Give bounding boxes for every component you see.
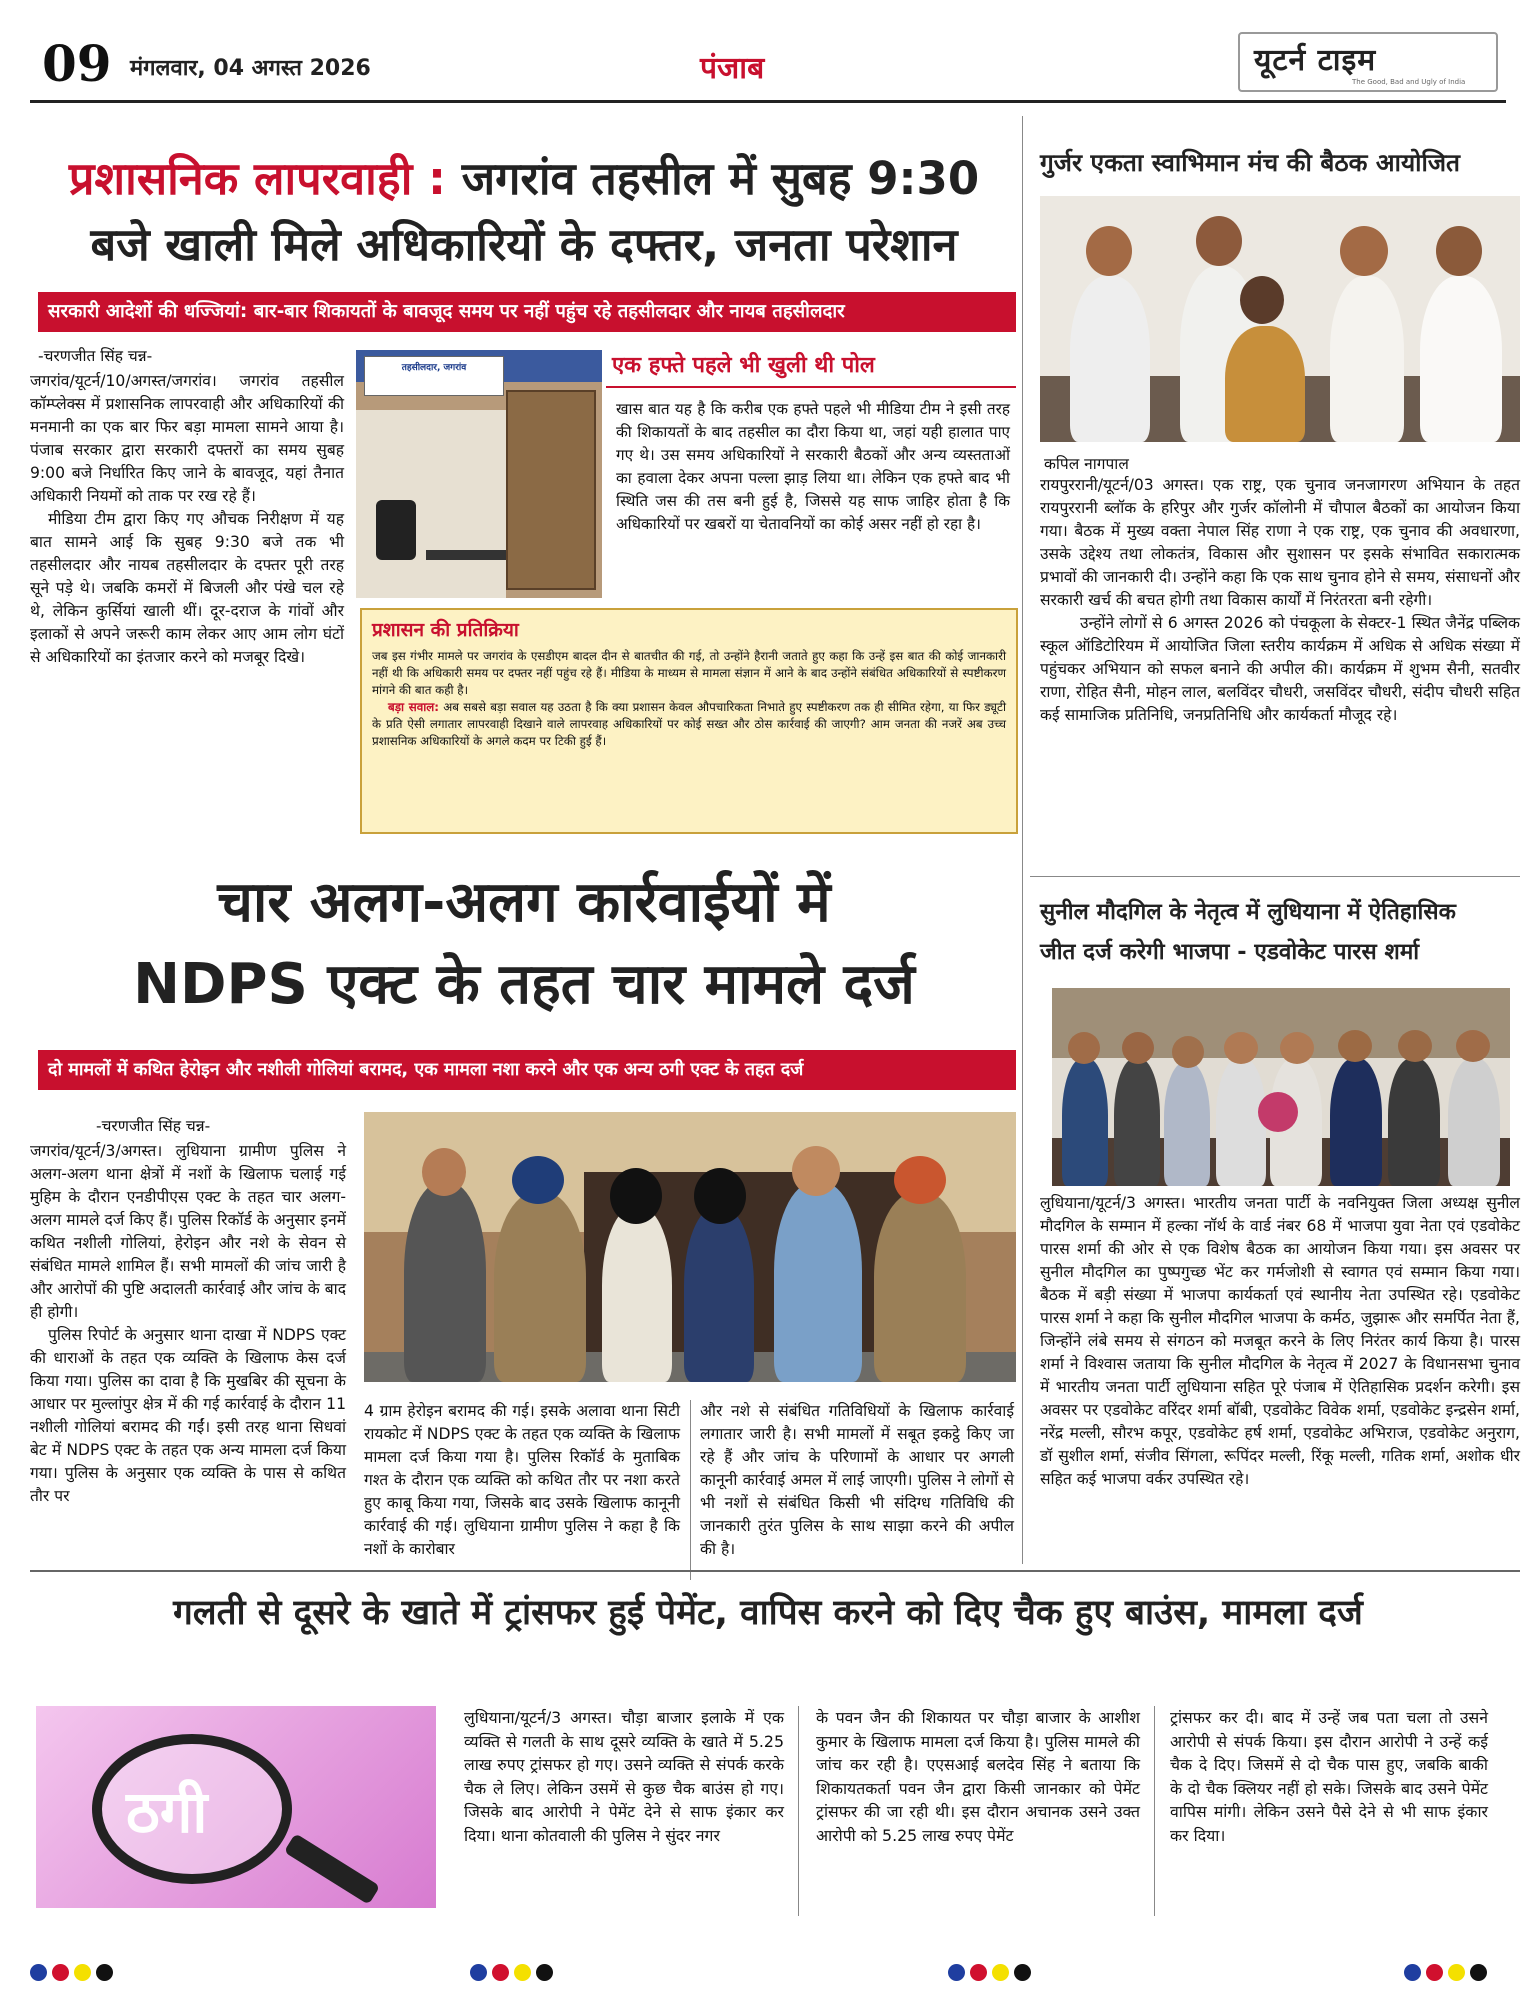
masthead-logo [1238,32,1498,92]
sidebar2-headline-line1: सुनील मौदगिल के नेतृत्व में लुधियाना में ऐतिहासिक [1040,899,1456,925]
registration-marks [30,1964,113,1981]
logo-tagline: The Good, Bad and Ugly of India [1352,78,1466,86]
story2-col3 [700,1400,1014,1561]
magenta-dot [1426,1964,1443,1981]
page-number: 09 [42,34,112,93]
story3-headline: गलती से दूसरे के खाते में ट्रांसफर हुई पेमेंट, वापिस करने को दिए चैक हुए बाउंस, मामला दर्ज [173,1593,1363,1633]
story1-headline-part2: बजे खाली मिले अधिकारियों के दफ्तर, जनता परेशान [90,218,958,271]
box1-title: एक हफ्ते पहले भी खुली थी पोल [612,353,875,378]
box2-question-label: बड़ा सवाल: [388,700,440,714]
box2-question [372,699,1006,750]
cyan-dot [948,1964,965,1981]
black-dot [1470,1964,1487,1981]
yellow-dot [514,1964,531,1981]
registration-marks [1404,1964,1487,1981]
sidebar1-byline: कपिल नागपाल [1044,455,1129,473]
col-rule [1154,1706,1155,1916]
paragraph: के पवन जैन की शिकायत पर चौड़ा बाजार के आशीश कुमार के खिलाफ मामला दर्ज किया है। पुलिस मामले की जांच कर रही है। एएसआई बलदेव सिंह ने बताया कि शिकायतकर्ता पवन जैन द्वारा किसी जानकार को पेमेंट ट्रांसफर की जा रही थी। इस दौरान अचानक उसने उक्त आरोपी को 5.25 लाख रुपए पेमेंट [816,1708,1140,1845]
story2-byline: -चरणजीत सिंह चन्न- [96,1117,211,1135]
story3-col2 [816,1706,1140,1847]
black-dot [536,1964,553,1981]
box2-body: जब इस गंभीर मामले पर जगरांव के एसडीएम बादल दीन से बातचीत की गई, तो उन्होंने हैरानी जताते हुए कहा कि उन्हें इस बात की कोई जानकारी नहीं थी कि अधिकारी समय पर दफ्तर नहीं पहुंच रहे हैं। मीडिया के माध्यम से मामला संज्ञान में आने के बाद उन्होंने संबंधित अधिकारियों से स्पष्टीकरण मांगने की बात कही है। [372,649,1006,697]
paragraph: लुधियाना/यूटर्न/3 अगस्त। चौड़ा बाजार इलाके में एक व्यक्ति से गलती के साथ दूसरे व्यक्ति के खाते में 5.25 लाख रुपए ट्रांसफर हो गए। उसने व्यक्ति से संपर्क करके चैक ले लिए। लेकिन उसमें से कुछ चैक बाउंस हो गए। जिसके बाद आरोपी ने पेमेंट देने से साफ इंकार कर दिया। थाना कोतवाली की पुलिस ने सुंदर नगर [464,1708,784,1845]
story1-headline-red: प्रशासनिक लापरवाही : [68,152,447,205]
story1-body [30,370,344,669]
issue-date: मंगलवार, 04 अगस्त 2026 [130,56,371,81]
story2-headline [38,862,1010,1026]
sidebar2-headline [1040,892,1520,972]
paragraph: लुधियाना/यूटर्न/3 अगस्त। भारतीय जनता पार्टी के नवनियुक्त जिला अध्यक्ष सुनील मौदगिल के सम्मान में हल्का नॉर्थ के वार्ड नंबर 68 में भाजपा युवा नेता एवं एडवोकेट पारस शर्मा की ओर से एक विशेष बैठक का आयोजन किया गया। इस अवसर पर सुनील मौदगिल का पुष्पगुच्छ भेंट कर गर्मजोशी से स्वागत एवं सम्मान किया गया। बैठक में बड़ी संख्या में भाजपा कार्यकर्ता एवं स्थानीय नेता उपस्थित रहे। एडवोकेट पारस शर्मा ने कहा कि सुनील मौदगिल भाजपा के कर्मठ, जुझारू और समर्पित नेता हैं, जिन्होंने लंबे समय से संगठन को मजबूत करने के लिए निरंतर कार्य किया है। पारस शर्मा ने विश्वास जताया कि सुनील मौदगिल के नेतृत्व में 2027 के विधानसभा चुनाव में भारतीय जनता पार्टी लुधियाना सहित पूरे पंजाब में ऐतिहासिक प्रदर्शन करेगी। इस अवसर पर एडवोकेट वरिंदर शर्मा बॉबी, एडवोकेट विवेक शर्मा, एडवोकेट इन्द्रसेन शर्मा, नरेंद्र मल्ली, सौरभ कपूर, एडवोकेट हर्ष शर्मा, एडवोकेट अभिराज, एडवोकेट अनुराग, डॉ सुशील शर्मा, संजीव सिंगला, रूपिंदर मल्ली, रिंकू मल्ली, गतिक शर्मा, अशोक धीर सहित कई भाजपा वर्कर उपस्थित रहे। [1040,1194,1520,1488]
story2-headline-line2: NDPS एक्ट के तहत चार मामले दर्ज [133,952,915,1017]
magenta-dot [970,1964,987,1981]
registration-marks [470,1964,553,1981]
magenta-dot [52,1964,69,1981]
paragraph: मीडिया टीम द्वारा किए गए औचक निरीक्षण में यह बात सामने आई कि सुबह 9:30 बजे तक भी तहसीलदार और नायब तहसीलदार के दफ्तर पूरी तरह सूने पड़े थे। जबकि कमरों में बिजली और पंखे चल रहे थे, लेकिन कुर्सियां खाली थीं। दूर-दराज के गांवों और इलाकों से अपने जरूरी काम लेकर आए आम लोग घंटों से अधिकारियों का इंतजार करने को मजबूर दिखे। [30,510,344,666]
black-dot [1014,1964,1031,1981]
story3-col3 [1170,1706,1488,1847]
paragraph: और नशे से संबंधित गतिविधियों के खिलाफ कार्रवाई लगातार जारी है। सभी मामलों में सबूत इकट्ठे किए जा रहे हैं और जांच के परिणामों के आधार पर अगली कानूनी कार्रवाई अमल में लाई जाएगी। पुलिस ने लोगों से भी नशों से संबंधित किसी भी संदिग्ध गतिविधि की जानकारी तुरंत पुलिस के साथ साझा करने की अपील की है। [700,1402,1014,1558]
story1-byline: -चरणजीत सिंह चन्न- [38,347,153,365]
thagi-word: ठगी [126,1778,208,1846]
logo-text: यूटर्न टाइम [1254,43,1377,78]
column-divider [1022,116,1023,1564]
paragraph: 4 ग्राम हेरोइन बरामद की गई। इसके अलावा थाना सिटी रायकोट में NDPS एक्ट के तहत एक व्यक्ति के खिलाफ मामला दर्ज किया गया है। पुलिस रिकॉर्ड के मुताबिक गश्त के दौरान एक व्यक्ति को कथित तौर पर नशा करते हुए काबू किया गया, जिसके बाद उसके खिलाफ कानूनी कार्रवाई की गई। लुधियाना ग्रामीण पुलिस ने कहा है कि नशों के कारोबार [364,1402,680,1558]
story1-headline [38,146,1010,278]
cyan-dot [470,1964,487,1981]
bjp-meeting-photo [1052,988,1510,1186]
story3-rule [30,1570,1520,1572]
box1-body: खास बात यह है कि करीब एक हफ्ते पहले भी मीडिया टीम ने इसी तरह की शिकायतों के बाद तहसील का दौरा किया था, जहां यही हालात पाए गए थे। उस समय अधिकारियों ने सरकारी बैठकों और अन्य व्यस्तताओं का हवाला देकर अपना पल्ला झाड़ लिया था। लेकिन एक हफ्ते बाद भी स्थिति जस की तस बनी हुई है, जिससे यह साफ जाहिर होता है कि अधिकारियों पर खबरों या चेतावनियों का कोई असर नहीं हो रहा है। [616,400,1010,533]
paragraph: जगरांव/यूटर्न/10/अगस्त/जगरांव। जगरांव तहसील कॉम्प्लेक्स में प्रशासनिक लापरवाही और अधिकारियों की मनमानी का एक बार फिर बड़ा मामला सामने आया है। पंजाब सरकार द्वारा सरकारी दफ्तरों का समय सुबह 9:00 बजे निर्धारित किए जाने के बावजूद, यहां तैनात अधिकारी नियमों को ताक पर रख रहे हैं। [30,372,344,505]
paragraph: ट्रांसफर कर दी। बाद में उन्हें जब पता चला तो उसने आरोपी से संपर्क किया। इस दौरान आरोपी ने उन्हें कई चैक दे दिए। जिसमें से दो चैक पास हुए, जबकि बाकी के दो चैक क्लियर नहीं हो सके। जिसके बाद उसने पेमेंट वापिस मांगी। लेकिन उसने पैसे देने से भी साफ इंकार कर दिया। [1170,1708,1488,1845]
story1-headline-part1: जगरांव तहसील में सुबह 9:30 [461,152,980,205]
sidebar2-body [1040,1192,1520,1491]
sidebar2-headline-line2: जीत दर्ज करेगी भाजपा - एडवोकेट पारस शर्मा [1040,939,1420,965]
gurjar-meeting-photo [1040,196,1520,442]
story1-box2 [360,608,1018,834]
paragraph: रायपुररानी/यूटर्न/03 अगस्त। एक राष्ट्र, एक चुनाव जनजागरण अभियान के तहत रायपुररानी ब्लॉक के हरिपुर और गुर्जर कॉलोनी में चौपाल बैठकों का आयोजन किया गया। बैठक में मुख्य वक्ता नेपाल सिंह राणा ने एक राष्ट्र, एक चुनाव की अवधारणा, उसके उद्देश्य तथा लोकतंत्र, विकास और सुशासन पर इसके संभावित सकारात्मक प्रभावों की जानकारी दी। उन्होंने कहा कि एक साथ चुनाव होने से समय, संसाधनों और सरकारी खर्च की बचत होगी तथा विकास कार्यों में निरंतरता बनी रहेगी। [1040,476,1520,609]
sidebar1-body [1040,474,1520,727]
paragraph: जगरांव/यूटर्न/3/अगस्त। लुधियाना ग्रामीण पुलिस ने अलग-अलग थाना क्षेत्रों में नशों के खिलाफ चलाई गई मुहिम के दौरान एनडीपीएस एक्ट के तहत चार अलग-अलग मामले दर्ज किए हैं। पुलिस रिकॉर्ड के अनुसार इनमें कथित नशीली गोलियां, हेरोइन और नशे के सेवन से संबंधित मामले शामिल हैं। सभी मामलों की जांच जारी है और आरोपों की पुष्टि अदालती कार्रवाई और जांच के बाद ही होगी। [30,1142,346,1321]
story2-col2 [364,1400,680,1561]
tehsil-office-photo [356,350,602,598]
story2-headline-line1: चार अलग-अलग कार्रवाईयों में [217,870,831,935]
box2-title: प्रशासन की प्रतिक्रिया [372,619,519,641]
masthead-rule [30,100,1506,103]
paragraph: उन्होंने लोगों से 6 अगस्त 2026 को पंचकूला के सेक्टर-1 स्थित जैनेंद्र पब्लिक स्कूल ऑडिटोरियम में आयोजित जिला स्तरीय कार्यक्रम में अधिक से अधिक संख्या में पहुंचकर अभियान को सफल बनाने की अपील की। कार्यक्रम में शुभम सैनी, सतवीर राणा, रोहित सैनी, मोहन लाल, बलविंदर चौधरी, जसविंदर चौधरी, संदीप चौधरी सहित कई सामाजिक प्रतिनिधि, जनप्रतिनिधि और कार्यकर्ता मौजूद रहे। [1040,614,1520,724]
box2-question-body: अब सबसे बड़ा सवाल यह उठता है कि क्या प्रशासन केवल औपचारिकता निभाते हुए स्पष्टीकरण तक ही सीमित रहेगा, या फिर ड्यूटी के प्रति ऐसी लगातार लापरवाही दिखाने वाले लापरवाह अधिकारियों पर कोई सख्त और ठोस कार्रवाई की जाएगी? आम जनता की नजरें अब उच्च प्रशासनिक अधिकारियों के अगले कदम पर टिकी हुई हैं। [372,700,1006,748]
col-rule [798,1706,799,1916]
yellow-dot [74,1964,91,1981]
paragraph: पुलिस रिपोर्ट के अनुसार थाना दाखा में NDPS एक्ट की धाराओं के तहत एक व्यक्ति के खिलाफ केस दर्ज किया गया। पुलिस का दावा है कि मुखबिर की सूचना के आधार पर मुल्लांपुर क्षेत्र में की गई कार्रवाई के दौरान 11 नशीली गोलियां बरामद की गईं। इसी तरह थाना सिधवां बेट में NDPS एक्ट के तहत एक अन्य मामला दर्ज किया गया। पुलिस के अनुसार एक व्यक्ति के पास से कथित तौर पर [30,1326,346,1505]
yellow-dot [1448,1964,1465,1981]
magnifier-handle [284,1833,380,1905]
magenta-dot [492,1964,509,1981]
story1-box1 [606,350,1016,608]
registration-marks [948,1964,1031,1981]
story2-col1 [30,1140,346,1508]
cyan-dot [1404,1964,1421,1981]
story1-subhead: सरकारी आदेशों की धज्जियां: बार-बार शिकायतों के बावजूद समय पर नहीं पहुंच रहे तहसीलदार और नायब तहसीलदार [38,292,1016,332]
black-dot [96,1964,113,1981]
cyan-dot [30,1964,47,1981]
yellow-dot [992,1964,1009,1981]
police-arrest-photo [364,1112,1016,1382]
sidebar1-headline: गुर्जर एकता स्वाभिमान मंच की बैठक आयोजित [1040,148,1460,177]
sidebar-rule [1030,876,1520,877]
story2-subhead: दो मामलों में कथित हेरोइन और नशीली गोलियां बरामद, एक मामला नशा करने और एक अन्य ठगी एक्ट के तहत दर्ज [38,1050,1016,1090]
section-name: पंजाब [700,51,765,86]
office-sign: तहसीलदार, जगरांव [364,356,504,396]
thagi-illustration [36,1706,436,1908]
story3-col1 [464,1706,784,1847]
col-rule [690,1400,691,1580]
